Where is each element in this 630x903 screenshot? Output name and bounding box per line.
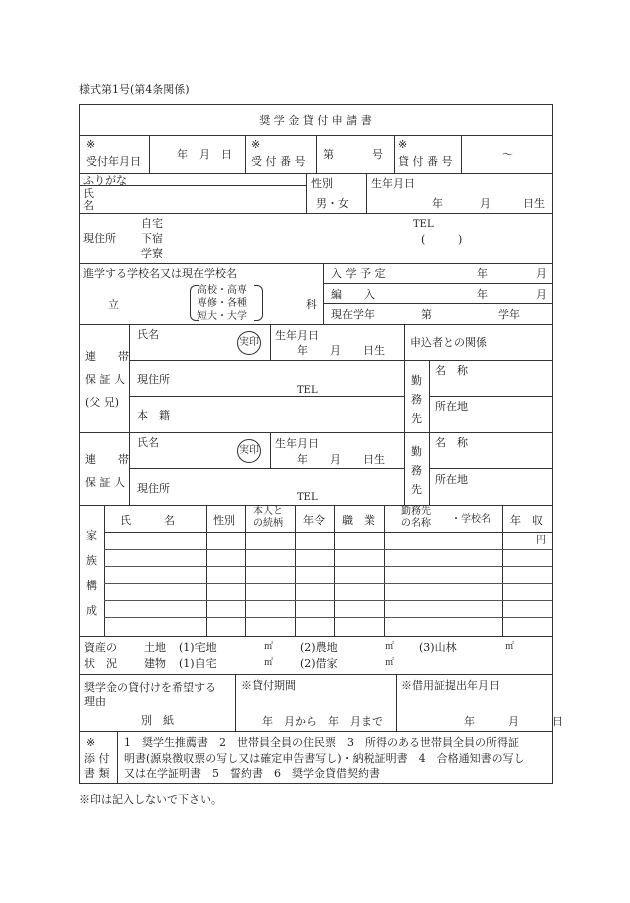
family-col-age: 年令 xyxy=(303,514,325,527)
planned-entry-label: 入 学 予 定 xyxy=(331,267,386,280)
attachments-label-2: 書 類 xyxy=(84,767,110,780)
assets-land-label: 土地 xyxy=(144,641,166,654)
address-label: 現住所 xyxy=(83,232,116,245)
assets-land-farm-unit: ㎡ xyxy=(385,642,395,652)
assets-building-rent-unit: ㎡ xyxy=(385,658,395,668)
assets-land-forest-unit: ㎡ xyxy=(505,642,515,652)
school-type-2[interactable]: 専修・各種 xyxy=(197,298,247,309)
family-col-gender: 性別 xyxy=(213,514,235,527)
received-date-value[interactable]: 年 月 日 xyxy=(177,148,232,161)
loan-number-label: 貸 付 番 号 xyxy=(398,155,453,168)
current-grade-label: 現在学年 xyxy=(331,308,375,321)
assets-building-rent: (2)借家 xyxy=(300,657,338,670)
transfer-year: 年 xyxy=(477,288,488,301)
attachments-line-1: 1 奨学生推薦書 2 世帯員全員の住民票 3 所得のある世帯員全員の所得証 xyxy=(124,736,519,749)
address-option-home[interactable]: 自宅 xyxy=(141,217,163,230)
guarantor2-work-1: 勤 xyxy=(411,445,422,458)
received-date-label: 受付年月日 xyxy=(86,155,141,168)
applicant-name-label-1: 氏 xyxy=(83,187,94,200)
address-option-lodging[interactable]: 下宿 xyxy=(141,232,163,245)
guarantor1-label-3: (父 兄) xyxy=(85,396,120,409)
loan-period-value: 年 月から 年 月まで xyxy=(262,715,383,728)
guarantor1-name-label: 氏名 xyxy=(137,328,159,341)
certificate-date-value: 年 月 日 xyxy=(464,715,563,728)
form-number-label: 様式第1号(第4条関係) xyxy=(79,83,190,96)
applicant-name-label-2: 名 xyxy=(83,199,94,212)
guarantor2-label-2: 保 証 人 xyxy=(85,476,125,489)
guarantor1-company-address-label: 所在地 xyxy=(435,400,468,413)
mark-loan: ※ xyxy=(398,138,408,151)
current-grade-dai: 第 xyxy=(421,308,432,321)
family-col-income: 年 収 xyxy=(510,514,543,527)
form-title: 奨 学 金 貸 付 申 請 書 xyxy=(259,114,372,127)
guarantor1-work-2: 務 xyxy=(411,393,422,406)
applicant-birth-day: 日生 xyxy=(523,197,545,210)
mark-received: ※ xyxy=(86,138,96,151)
school-label: 進学する学校名又は現在学校名 xyxy=(83,267,237,280)
family-side-4: 成 xyxy=(86,604,97,617)
gender-options[interactable]: 男・女 xyxy=(316,197,349,210)
loan-period-label: ※貸付期間 xyxy=(241,679,296,692)
family-col-work-1: 勤務先 xyxy=(401,506,431,517)
assets-building-label: 建物 xyxy=(144,657,166,670)
footnote: ※印は記入しないで下さい。 xyxy=(79,793,222,806)
assets-label-2: 状 況 xyxy=(84,657,117,670)
guarantor2-work-3: 先 xyxy=(411,483,422,496)
planned-entry-year: 年 xyxy=(477,267,488,280)
reason-label-2: 理由 xyxy=(84,695,106,708)
school-type-3[interactable]: 短大・大学 xyxy=(197,311,247,322)
furigana-label: ふりがな xyxy=(83,174,127,187)
guarantor2-work-2: 務 xyxy=(411,464,422,477)
address-tel-label: TEL xyxy=(413,219,434,230)
receipt-number-label: 受 付 番 号 xyxy=(251,155,306,168)
assets-building-own: (1)自宅 xyxy=(179,657,217,670)
family-side-1: 家 xyxy=(86,529,97,542)
certificate-date-label: ※借用証提出年月日 xyxy=(401,679,500,692)
current-grade-gakunen: 学年 xyxy=(498,308,520,321)
assets-land-residential-unit: ㎡ xyxy=(264,642,274,652)
guarantor2-company-name-label: 名 称 xyxy=(435,436,468,449)
transfer-label: 編 入 xyxy=(331,288,375,301)
guarantor2-company-address-label: 所在地 xyxy=(435,473,468,486)
reason-label-1: 奨学金の貸付けを希望する xyxy=(84,681,216,694)
address-tel-paren-open: ( xyxy=(421,233,426,246)
school-type-1[interactable]: 高校・高専 xyxy=(197,285,247,296)
school-ka: 科 xyxy=(306,298,317,311)
assets-building-own-unit: ㎡ xyxy=(264,658,274,668)
mark-receipt: ※ xyxy=(251,138,261,151)
attachments-label-1: 添 付 xyxy=(84,752,110,765)
guarantor2-birth-label: 生年月日 xyxy=(275,437,319,450)
guarantor2-label-1: 連 帯 xyxy=(85,453,129,466)
address-option-dorm[interactable]: 学寮 xyxy=(141,247,163,260)
family-col-work-3: ・学校名 xyxy=(451,514,491,525)
transfer-month: 月 xyxy=(536,288,547,301)
attachments-line-2: 明書(源泉徴収票の写し又は確定申告書写し)・納税証明書 4 合格通知書の写し xyxy=(124,752,525,765)
family-col-job: 職 業 xyxy=(342,514,375,527)
attachments-line-3: 又は在学証明書 5 誓約書 6 奨学金貸借契約書 xyxy=(124,767,380,780)
applicant-birth-year: 年 xyxy=(432,197,443,210)
applicant-birth-label: 生年月日 xyxy=(371,177,415,190)
guarantor1-label-2: 保 証 人 xyxy=(85,373,125,386)
guarantor1-address-label: 現住所 xyxy=(137,373,170,386)
planned-entry-month: 月 xyxy=(536,267,547,280)
attachments-mark: ※ xyxy=(86,736,96,749)
family-side-3: 構 xyxy=(86,579,97,592)
reason-separate-sheet: 別 紙 xyxy=(141,714,174,727)
applicant-birth-month: 月 xyxy=(480,197,491,210)
school-type-paren-right xyxy=(254,285,263,321)
family-income-unit: 円 xyxy=(536,535,546,546)
assets-land-forest: (3)山林 xyxy=(419,641,457,654)
loan-number-value[interactable]: 〜 xyxy=(502,148,513,161)
guarantor1-work-3: 先 xyxy=(411,412,422,425)
guarantor1-company-name-label: 名 称 xyxy=(435,364,468,377)
family-col-relation-1: 本人と xyxy=(253,506,283,517)
guarantor1-seal: 実印 xyxy=(237,331,261,355)
family-col-relation-2: の続柄 xyxy=(253,518,283,529)
receipt-number-suffix: 号 xyxy=(372,148,383,161)
guarantor1-tel-label: TEL xyxy=(297,385,318,396)
guarantor2-birth-value: 年 月 日生 xyxy=(297,453,385,466)
family-side-2: 族 xyxy=(86,554,97,567)
guarantor1-birth-value: 年 月 日生 xyxy=(297,344,385,357)
family-col-name: 氏 名 xyxy=(120,514,175,527)
guarantor1-label-1: 連 帯 xyxy=(85,350,129,363)
guarantor1-work-1: 勤 xyxy=(411,374,422,387)
receipt-number-prefix: 第 xyxy=(323,148,334,161)
assets-land-residential: (1)宅地 xyxy=(179,641,217,654)
school-ritsu: 立 xyxy=(108,298,119,311)
guarantor1-relation-label: 申込者との関係 xyxy=(410,336,487,349)
guarantor2-address-label: 現住所 xyxy=(137,482,170,495)
guarantor2-seal: 実印 xyxy=(237,439,261,463)
gender-label: 性別 xyxy=(311,177,333,190)
assets-land-farm: (2)農地 xyxy=(300,641,338,654)
guarantor2-tel-label: TEL xyxy=(297,492,318,503)
guarantor2-name-label: 氏名 xyxy=(137,436,159,449)
address-tel-paren-close: ) xyxy=(458,233,463,246)
guarantor1-honseki-label: 本 籍 xyxy=(137,409,170,422)
guarantor1-birth-label: 生年月日 xyxy=(275,329,319,342)
family-col-work-2: の名称 xyxy=(401,518,431,529)
assets-label-1: 資産の xyxy=(84,641,117,654)
